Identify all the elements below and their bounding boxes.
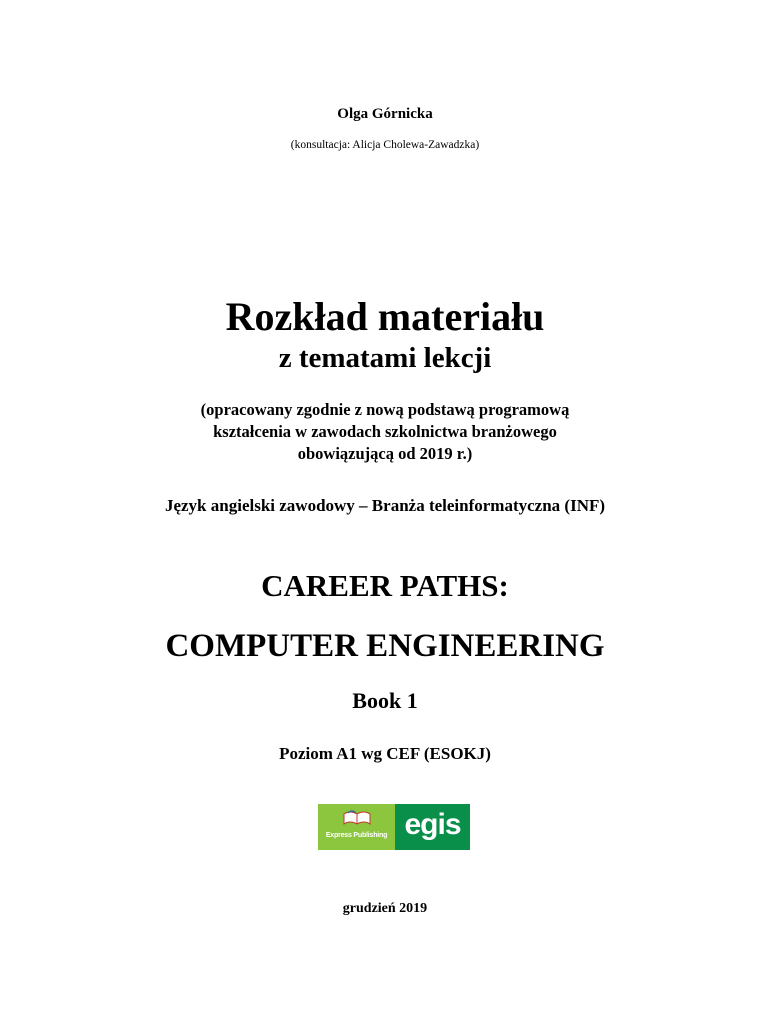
description-line-1: (opracowany zgodnie z nową podstawą programową [200,400,570,419]
description-line-3: obowiązującą od 2019 r.) [297,444,473,463]
description-line-2: kształcenia w zawodach szkolnictwa branżowego [213,422,557,441]
author-name: Olga Górnicka [337,106,433,122]
egis-text: egis [404,808,461,841]
document-title: Rozkład materiału [225,294,545,339]
book-label: Book 1 [352,688,418,713]
publication-date: grudzień 2019 [342,901,428,916]
subject-line: Język angielski zawodowy – Branża teleinformatyczna (INF) [164,496,606,515]
consultation-note: (konsultacja: Alicja Cholewa-Zawadzka) [290,139,480,151]
express-publishing-logo [318,804,395,850]
level-label: Poziom A1 wg CEF (ESOKJ) [279,744,491,763]
egis-logo [395,804,470,850]
description-block [0,399,770,465]
express-publishing-text: Express Publishing [325,832,388,839]
series-title-line-1: CAREER PATHS: [261,568,509,603]
open-book-icon [342,810,372,826]
document-subtitle: z tematami lekcji [278,342,492,374]
series-title-line-2: COMPUTER ENGINEERING [165,628,605,664]
publisher-logo [318,804,470,850]
